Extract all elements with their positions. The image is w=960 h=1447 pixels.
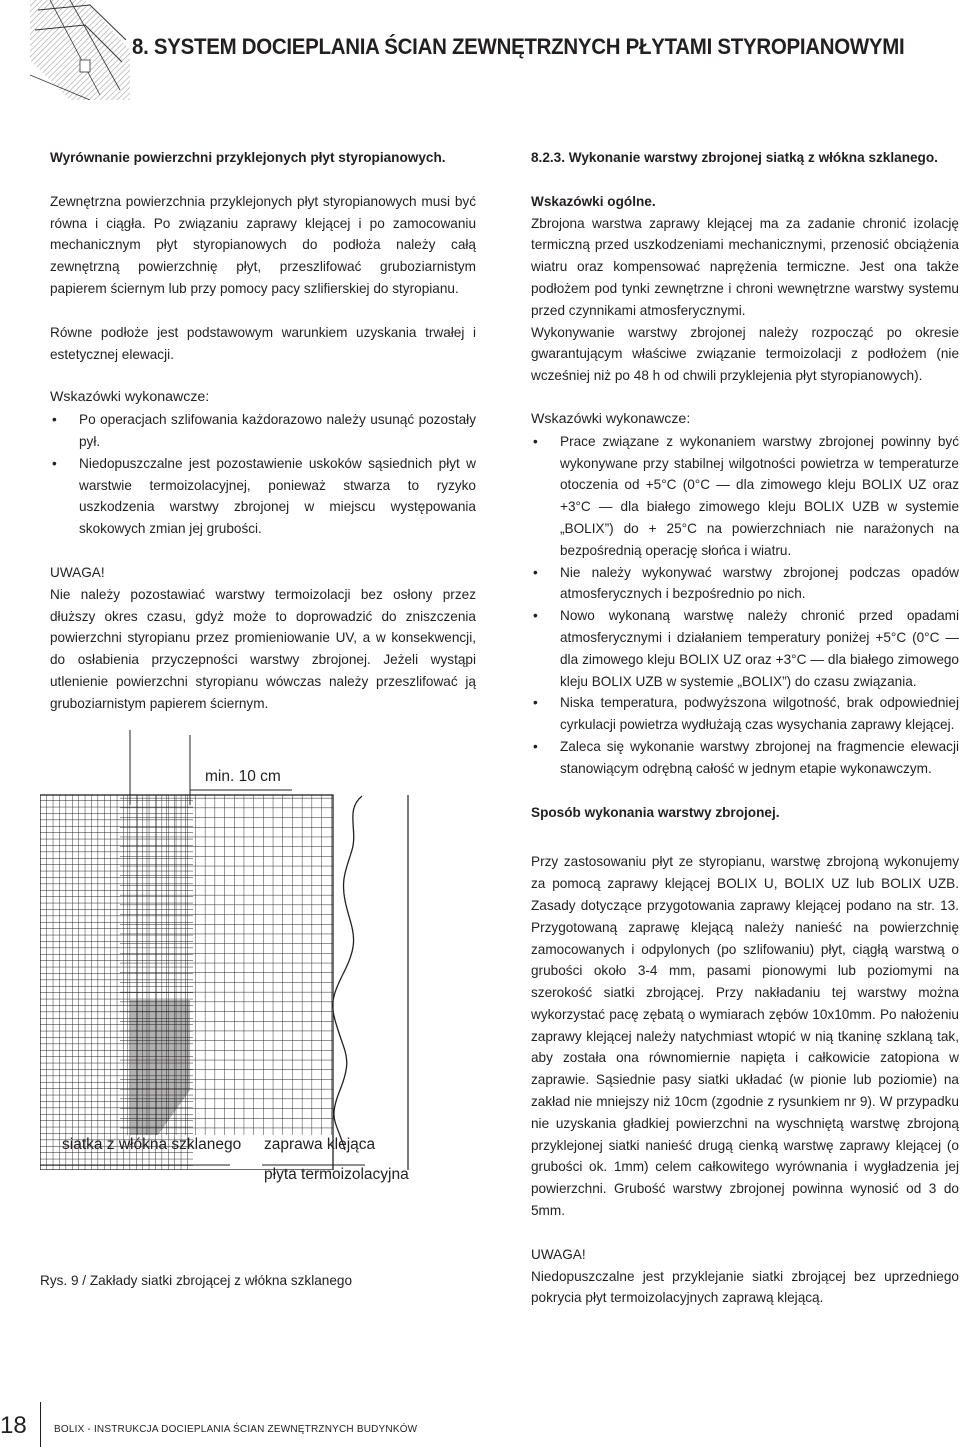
adhesive-edge-line [333, 796, 362, 1150]
subsection-heading: Wskazówki ogólne. [531, 193, 656, 209]
tips-list [531, 431, 959, 780]
section-heading: Wyrównanie powierzchni przyklejonych płyt styropianowych. [50, 150, 446, 165]
warning-label: UWAGA! [531, 1246, 586, 1262]
page-number: 18 [0, 1412, 27, 1439]
section-heading: 8.2.3. Wykonanie warstwy zbrojonej siatką z włókna szklanego. [531, 150, 938, 165]
list-item: • Niska temperatura, podwyższona wilgotność, brak odpowiedniej cyrkulacji powietrza wydłużają czas wysychania zaprawy klejącej. [531, 692, 959, 736]
paragraph: Zbrojona warstwa zaprawy klejącej ma za zadanie chronić izolację termiczną przed uszkodzeniami mechanicznymi, przenosić obciążenia wiatru oraz kompensować naprężenia termiczne. Jest ona także podłożem pod tynki zewnętrzne i chroni wewnętrzne warstwy systemu przed czynnikami atmosferycznymi. [531, 215, 959, 318]
tips-heading: Wskazówki wykonawcze: [531, 410, 691, 427]
list-item: • Prace związane z wykonaniem warstwy zbrojonej powinny być wykonywane przy stabilnej wilgotności powietrza w temperaturze otoczenia od +5°C (0°C — dla zimowego kleju BOLIX UZ oraz +3°C — dla białego zimowego kleju BOLIX UZB w systemie „BOLIX”) do + 25°C na powierzchniach nie narażonych na bezpośrednią operację słońca i wiatru. [531, 431, 959, 562]
warning-label: UWAGA! [50, 564, 105, 580]
list-item: • Nowo wykonaną warstwę należy chronić przed opadami atmosferycznymi i działaniem temperatury poniżej +5°C (0°C — dla zimowego kleju BOLIX UZ oraz +3°C — dla białego zimowego kleju BOLIX UZB w systemie „BOLIX”) do czasu związania. [531, 605, 959, 692]
figure-caption: Rys. 9 / Zakłady siatki zbrojącej z włókna szklanego [40, 1273, 353, 1288]
paragraph: Przy zastosowaniu płyt ze styropianu, warstwę zbrojoną wykonujemy za pomocą zaprawy klejącej BOLIX U, BOLIX UZ lub BOLIX UZB. Zasady dotyczące przygotowania zaprawy klejącej podano na str. 13. Przygotowaną zaprawę klejącą należy nanieść na powierzchnię zamocowanych i odpylonych (po szlifowaniu) płyt, ciągłą warstwą o grubości około 3-4 mm, pasami pionowymi lub poziomymi na szerokość siatki zbrojącej. Przy nakładaniu tej warstwy można wykorzystać pacę zębatą o wymiarach zębów 10x10mm. Po nałożeniu zaprawy klejącej należy natychmiast wtopić w nią tkaninę szklaną tak, aby została ona równomiernie napięta i całkowicie zatopiona w zaprawie. Sąsiednie pasy siatki układać (w pionie lub poziomie) na zakład nie mniejszy niż 10cm (zgodnie z rysunkiem nr 9). W przypadku nie uzyskania gładkiej powierzchni na wyschniętą warstwę zbrojoną przyklejonej siatki nanieść drugą cienką warstwę zaprawy klejącej (o grubości ok. 1mm) celem całkowitego wyrównania i wygładzenia jej powierzchni. Grubość warstwy zbrojonej powinna wynosić od 3 do 5mm. [531, 854, 959, 1219]
tips-heading: Wskazówki wykonawcze: [50, 389, 210, 406]
mesh-label: siatka z włókna szklanego [62, 1136, 242, 1153]
footer-divider [40, 1402, 41, 1447]
list-item: • Nie należy wykonywać warstwy zbrojonej podczas opadów atmosferycznych i bezpośrednio po nich. [531, 562, 959, 606]
subsection-heading: Sposób wykonania warstwy zbrojonej. [531, 804, 780, 820]
list-item: • Niedopuszczalne jest pozostawienie uskoków sąsiednich płyt w warstwie termoizolacyjnej, ponieważ stwarza to ryzyko uszkodzenia warstwy zbrojonej w miejscu występowania skokowych zmian jej grubości. [50, 453, 476, 540]
mesh-overlap-figure [40, 730, 510, 1170]
paragraph: Równe podłoże jest podstawowym warunkiem uzyskania trwałej i estetycznej elewacji. [50, 324, 476, 362]
list-item: • Zaleca się wykonanie warstwy zbrojonej na fragmencie elewacji stanowiącym odrębną całość w jednym etapie wykonawczym. [531, 736, 959, 780]
footer-text: BOLIX - INSTRUKCJA DOCIEPLANIA ŚCIAN ZEWNĘTRZNYCH BUDYNKÓW [54, 1424, 418, 1435]
paragraph: Wykonywanie warstwy zbrojonej należy rozpocząć po okresie gwarantującym właściwe związanie termoizolacji z podłożem (nie wcześniej niż po 48 h od chwili przyklejenia płyt styropianowych). [531, 324, 959, 384]
adhesive-label: zaprawa klejąca [264, 1136, 376, 1153]
right-column [531, 147, 959, 1309]
board-label: płyta termoizolacyjna [264, 1166, 409, 1183]
warning-text: Niedopuszczalne jest przyklejanie siatki zbrojącej bez uprzedniego pokrycia płyt termoizolacyjnych zaprawą klejącą. [531, 1268, 959, 1306]
list-item: • Po operacjach szlifowania każdorazowo należy usunąć pozostały pył. [50, 409, 476, 453]
corner-building-sketch [30, 0, 130, 100]
tips-list [50, 409, 476, 540]
dimension-label: min. 10 cm [205, 768, 281, 785]
warning-text: Nie należy pozostawiać warstwy termoizolacji bez osłony przez dłuższy okres czasu, gdyż może to doprowadzić do zniszczenia powierzchni styropianu przez promieniowanie UV, a w konsekwencji, do osłabienia przyczepności warstwy zbrojonej. Jeżeli wystąpi utlenienie powierzchni styropianu wówczas należy przeszlifować ją gruboziarnistym papierem ściernym. [50, 586, 476, 711]
paragraph: Zewnętrzna powierzchnia przyklejonych płyt styropianowych musi być równa i ciągła. Po związaniu zaprawy klejącej i po zamocowaniu mechanicznym płyt styropianowych do podłoża należy całą zewnętrzną powierzchnię płyt, przeszlifować gruboziarnistym papierem ściernym lub przy pomocy pacy szlifierskiej do styropianu. [50, 193, 476, 296]
page-title: 8. SYSTEM DOCIEPLANIA ŚCIAN ZEWNĘTRZNYCH PŁYTAMI STYROPIANOWYMI [132, 34, 905, 59]
left-column [50, 147, 476, 715]
